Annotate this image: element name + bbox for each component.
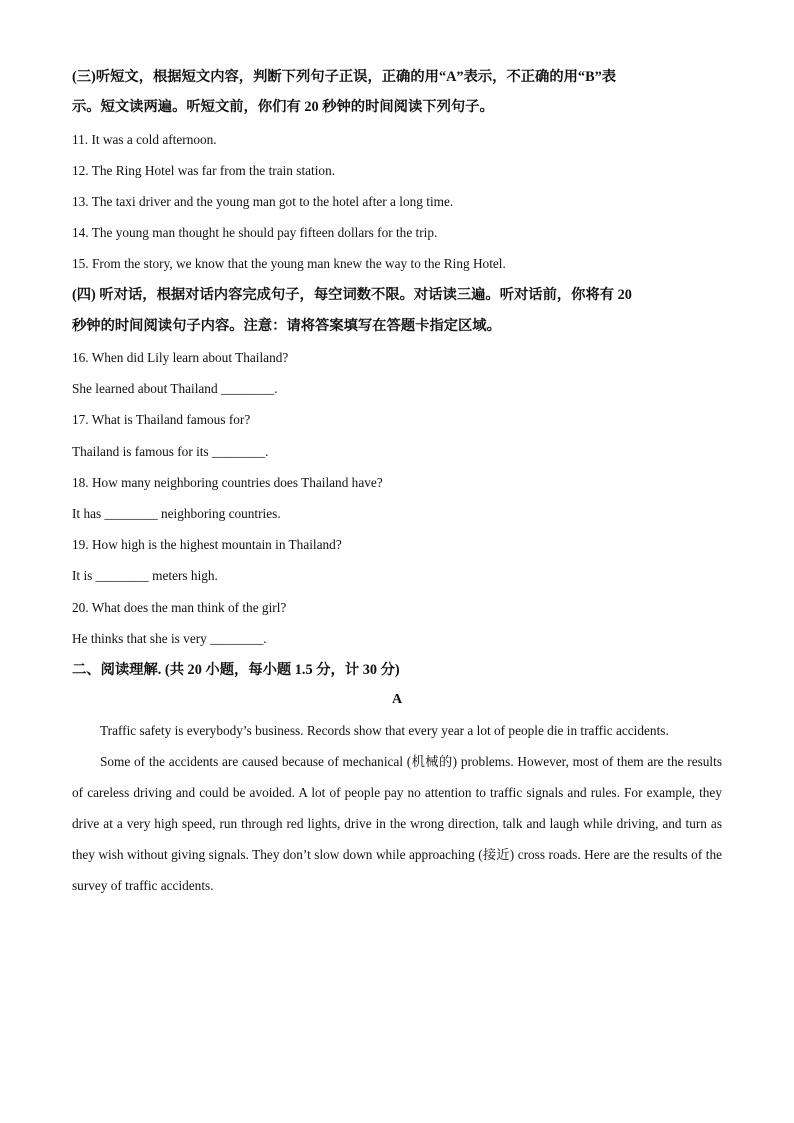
part2-heading: 二、阅读理解. (共 20 小题，每小题 1.5 分，计 30 分): [72, 662, 400, 678]
answer-19: It is ________ meters high.: [72, 568, 218, 583]
section4-heading-line2: 秒钟的时间阅读句子内容。注意：请将答案填写在答题卡指定区域。: [72, 318, 501, 334]
answer-17: Thailand is famous for its ________.: [72, 444, 269, 459]
question-14: 14. The young man thought he should pay fifteen dollars for the trip.: [72, 225, 438, 240]
section3-heading-line1: (三)听短文，根据短文内容，判断下列句子正误，正确的用“A”表示，不正确的用“B”表: [72, 69, 617, 85]
question-15: 15. From the story, we know that the young man knew the way to the Ring Hotel.: [72, 256, 506, 271]
question-12: 12. The Ring Hotel was far from the train station.: [72, 163, 336, 178]
paragraph-2: Some of the accidents are caused because of mechanical (机械的) problems. However, most of them are the results of careless driving and could be avoided. A lot of people pay no attention to traffic signals and rules. For example, they drive at a very high speed, run through red lights, drive in the wrong direction, talk and laugh while driving, and turn as they wish without giving signals. They don’t slow down while approaching (接近) cross roads. Here are the results of the survey of traffic accidents.: [72, 754, 722, 893]
question-11: 11. It was a cold afternoon.: [72, 132, 217, 147]
paragraph-1: Traffic safety is everybody’s business. Records show that every year a lot of people die in traffic accidents.: [100, 723, 669, 738]
question-18: 18. How many neighboring countries does Thailand have?: [72, 475, 383, 490]
section4-heading-line1: (四) 听对话，根据对话内容完成句子，每空词数不限。对话读三遍。听对话前，你将有 20: [72, 287, 632, 303]
passage-text: [72, 715, 722, 901]
question-19: 19. How high is the highest mountain in Thailand?: [72, 537, 342, 552]
answer-16: She learned about Thailand ________.: [72, 381, 278, 396]
answer-20: He thinks that she is very ________.: [72, 631, 267, 646]
question-16: 16. When did Lily learn about Thailand?: [72, 350, 289, 365]
section3-heading-line2: 示。短文读两遍。听短文前，你们有 20 秒钟的时间阅读下列句子。: [72, 99, 494, 115]
question-17: 17. What is Thailand famous for?: [72, 412, 251, 427]
question-20: 20. What does the man think of the girl?: [72, 600, 287, 615]
answer-18: It has ________ neighboring countries.: [72, 506, 281, 521]
question-13: 13. The taxi driver and the young man got to the hotel after a long time.: [72, 194, 454, 209]
passage-label: A: [391, 692, 403, 707]
